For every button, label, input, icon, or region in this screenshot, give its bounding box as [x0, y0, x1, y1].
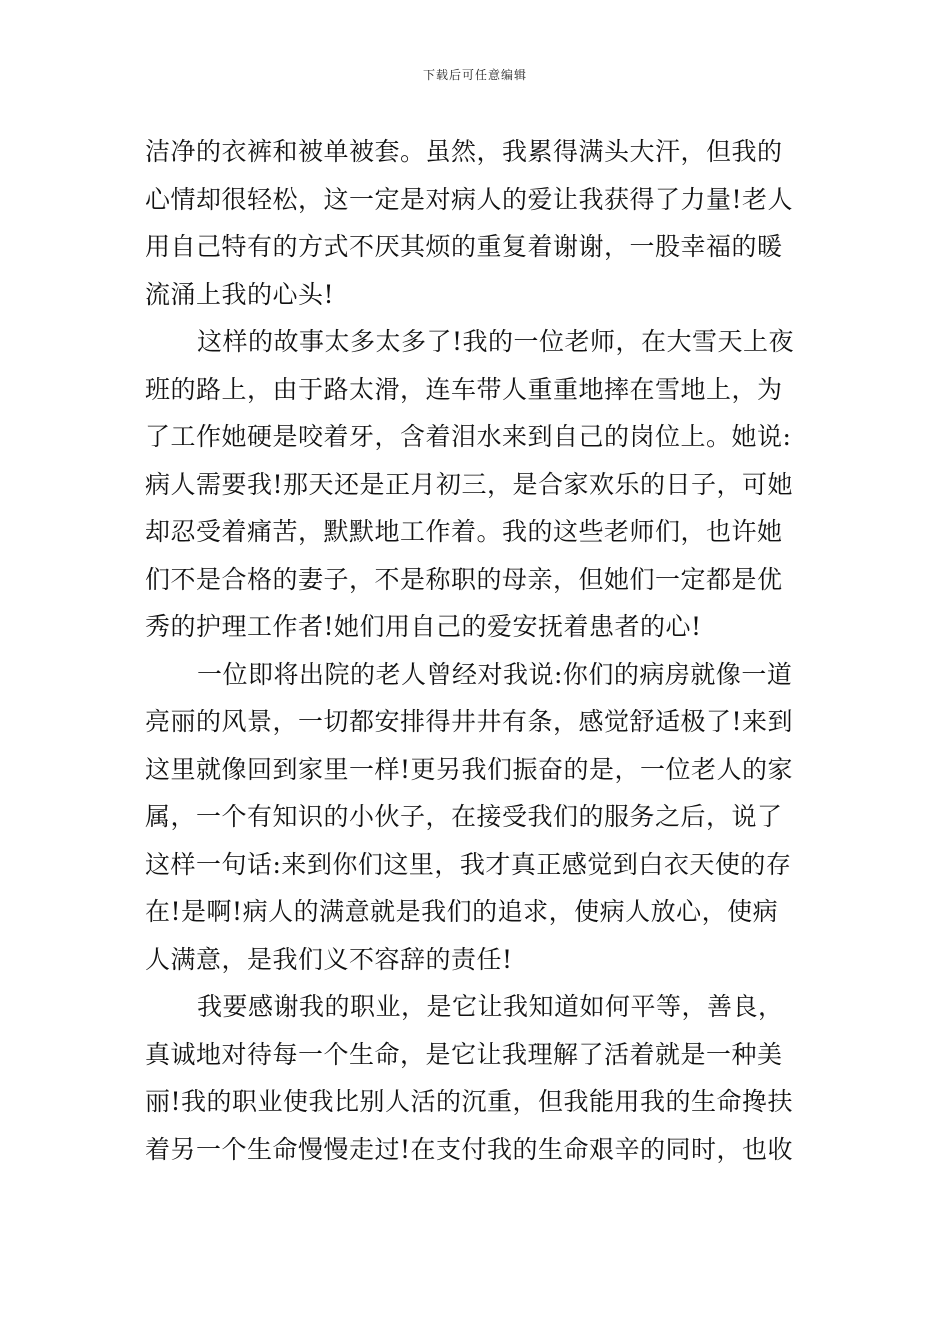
paragraph-2-line-4: 病人需要我!那天还是正月初三，是合家欢乐的日子，可她	[145, 469, 794, 499]
paragraph-2-line-5: 却忍受着痛苦，默默地工作着。我的这些老师们，也许她	[145, 517, 783, 546]
paragraph-2-line-2: 班的路上，由于路太滑，连车带人重重地摔在雪地上，为	[145, 374, 783, 404]
paragraph-4-line-4: 着另一个生命慢慢走过!在支付我的生命艰辛的同时，也收	[145, 1134, 794, 1164]
paragraph-3-line-6: 在!是啊!病人的满意就是我们的追求，使病人放心，使病	[145, 897, 779, 926]
paragraph-3-line-2: 亮丽的风景，一切都安排得井井有条，感觉舒适极了!来到	[145, 707, 794, 736]
paragraph-2-line-7: 秀的护理工作者!她们用自己的爱安抚着患者的心!	[145, 612, 702, 641]
paragraph-4-line-2: 真诚地对待每一个生命，是它让我理解了活着就是一种美	[145, 1039, 783, 1069]
paragraph-4-line-1: 我要感谢我的职业，是它让我知道如何平等，善良，	[197, 992, 784, 1021]
paragraph-2-line-1: 这样的故事太多太多了!我的一位老师，在大雪天上夜	[197, 327, 795, 356]
paragraph-2-line-6: 们不是合格的妻子，不是称职的母亲，但她们一定都是优	[145, 564, 783, 594]
paragraph-1-line-3: 用自己特有的方式不厌其烦的重复着谢谢，一股幸福的暖	[145, 232, 783, 261]
paragraph-1-line-2: 心情却很轻松，这一定是对病人的爱让我获得了力量!老人	[145, 184, 794, 214]
document-body	[145, 128, 811, 1173]
paragraph-4-line-3: 丽!我的职业使我比别人活的沉重，但我能用我的生命搀扶	[145, 1087, 794, 1116]
paragraph-1-line-4: 流涌上我的心头!	[145, 279, 335, 309]
paragraph-2-line-3: 了工作她硬是咬着牙，含着泪水来到自己的岗位上。她说:	[145, 422, 792, 451]
paragraph-3-line-3: 这里就像回到家里一样!更另我们振奋的是，一位老人的家	[145, 754, 794, 784]
paragraph-3-line-4: 属，一个有知识的小伙子，在接受我们的服务之后，说了	[145, 802, 783, 831]
paragraph-3-line-5: 这样一句话:来到你们这里，我才真正感觉到白衣天使的存	[145, 849, 792, 879]
paragraph-3-line-7: 人满意，是我们义不容辞的责任!	[145, 944, 513, 974]
paragraph-1-line-1: 洁净的衣裤和被单被套。虽然，我累得满头大汗，但我的	[145, 137, 783, 166]
paragraph-3-line-1: 一位即将出院的老人曾经对我说:你们的病房就像一道	[197, 659, 793, 689]
header-note: 下载后可任意编辑	[422, 68, 527, 82]
